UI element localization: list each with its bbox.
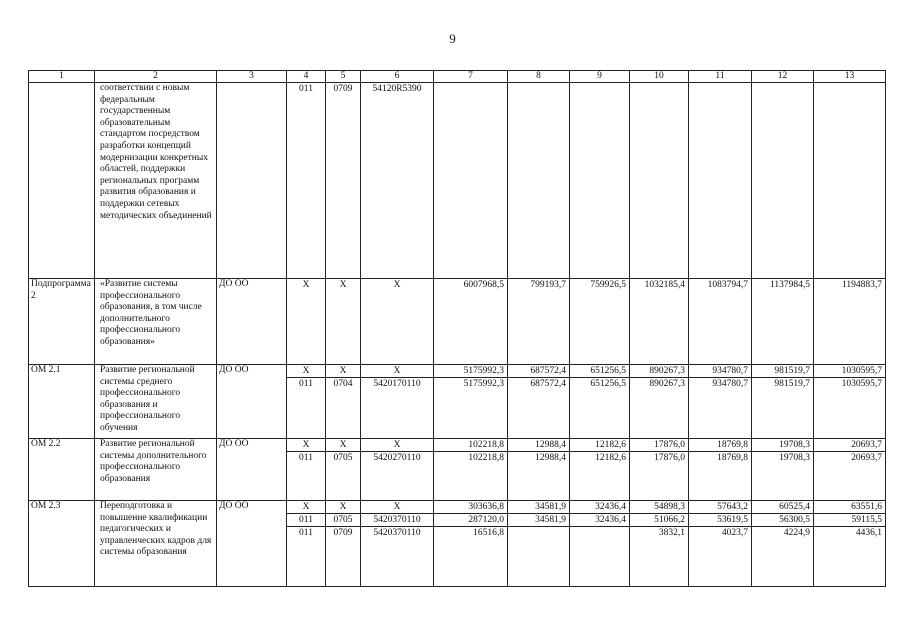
header-row [29, 71, 886, 83]
cell-c3: ДО ОО [217, 365, 287, 439]
value-line: 54120R5390 [372, 84, 422, 94]
cell-c12 [752, 501, 814, 587]
table-row [29, 501, 886, 587]
value-line: 102218,8 [434, 439, 507, 452]
cell-c1 [29, 83, 95, 279]
budget-table-wrapper [28, 70, 885, 587]
table-row [29, 439, 886, 501]
value-line: 1194883,7 [841, 280, 882, 290]
value-line: 0709 [333, 84, 353, 94]
value-line: 011 [287, 514, 325, 527]
column-header-12: 12 [752, 71, 814, 83]
cell-c2: Развитие региональной системы дополнительного профессионального образования [95, 439, 217, 501]
value-line: 651256,5 [570, 365, 629, 378]
cell-c3: ДО ОО [217, 279, 287, 365]
cell-c1: ОМ 2.2 [29, 439, 95, 501]
value-line [570, 83, 629, 95]
value-line: 1083794,7 [707, 280, 748, 290]
cell-c13 [814, 365, 886, 439]
column-header-10: 10 [630, 71, 689, 83]
table-row [29, 83, 886, 279]
cell-c13 [814, 279, 886, 365]
budget-table [28, 70, 886, 587]
cell-c9 [570, 365, 630, 439]
value-line [434, 83, 507, 95]
value-line: 32436,4 [570, 501, 629, 514]
cell-c12 [752, 365, 814, 439]
value-line [508, 83, 569, 95]
value-line: 6007968,5 [463, 280, 504, 290]
cell-c2: «Развитие системы профессионального образования, в том числе дополнительного профессионального образования» [95, 279, 217, 365]
column-header-4: 4 [287, 71, 326, 83]
cell-c3: ДО ОО [217, 501, 287, 587]
value-line: Х [361, 365, 433, 378]
cell-c7 [434, 501, 508, 587]
value-line: 934780,7 [712, 379, 748, 389]
cell-c5 [326, 439, 361, 501]
cell-c2: соответствии с новым федеральным государственным образовательным стандартом посредством разработки концепций модернизации конкретных областей, поддержки региональных программ развития образования и поддержки сетевых методических объединений [95, 83, 217, 279]
cell-c8 [508, 439, 570, 501]
cell-c11 [689, 279, 752, 365]
value-line: 011 [299, 84, 313, 94]
value-line: 011 [299, 528, 313, 538]
value-line: 54898,3 [630, 501, 688, 514]
column-header-9: 9 [570, 71, 630, 83]
value-line: 18769,8 [717, 453, 748, 463]
value-line: 5420370110 [361, 514, 433, 527]
value-line: 12182,6 [570, 439, 629, 452]
value-line: 687572,4 [530, 379, 566, 389]
value-line [630, 83, 688, 95]
cell-c10 [630, 501, 689, 587]
value-line: Х [361, 501, 433, 514]
value-line: Х [302, 280, 310, 290]
value-line [508, 527, 569, 539]
cell-c3: ДО ОО [217, 439, 287, 501]
value-line: 16516,8 [473, 528, 504, 538]
value-line: 5420270110 [373, 453, 421, 463]
cell-c6 [361, 365, 434, 439]
column-header-8: 8 [508, 71, 570, 83]
value-line: 1032185,4 [644, 280, 685, 290]
value-line: 32436,4 [570, 514, 629, 527]
cell-c13 [814, 501, 886, 587]
value-line: 651256,5 [590, 379, 626, 389]
column-header-2: 2 [95, 71, 217, 83]
column-header-7: 7 [434, 71, 508, 83]
cell-c7 [434, 83, 508, 279]
column-header-3: 3 [217, 71, 287, 83]
value-line: 5420170110 [373, 379, 421, 389]
cell-c7 [434, 279, 508, 365]
value-line: Х [326, 365, 360, 378]
value-line: 20693,7 [851, 453, 882, 463]
value-line [570, 527, 629, 539]
cell-c11 [689, 439, 752, 501]
cell-c6 [361, 279, 434, 365]
cell-c1: Подпрограмма 2 [29, 279, 95, 365]
value-line: Х [361, 439, 433, 452]
cell-c3 [217, 83, 287, 279]
value-line [752, 83, 813, 95]
cell-c2: Развитие региональной системы среднего профессионального образования и профессионального обучения [95, 365, 217, 439]
cell-c4 [287, 501, 326, 587]
value-line: 934780,7 [689, 365, 751, 378]
value-line: 12182,6 [595, 453, 626, 463]
cell-c9 [570, 83, 630, 279]
value-line: 102218,8 [468, 453, 504, 463]
value-line: 18769,8 [689, 439, 751, 452]
cell-c9 [570, 279, 630, 365]
value-line: Х [393, 280, 401, 290]
value-line: Х [339, 280, 347, 290]
value-line: 5175992,3 [463, 379, 504, 389]
cell-c12 [752, 279, 814, 365]
cell-c10 [630, 439, 689, 501]
cell-c13 [814, 83, 886, 279]
cell-c5 [326, 365, 361, 439]
value-line: 1030595,7 [841, 379, 882, 389]
value-line: 1137984,5 [769, 280, 810, 290]
column-header-11: 11 [689, 71, 752, 83]
value-line: 1030595,7 [814, 365, 885, 378]
cell-c8 [508, 501, 570, 587]
value-line: 687572,4 [508, 365, 569, 378]
cell-c9 [570, 501, 630, 587]
cell-c4 [287, 83, 326, 279]
value-line: 19708,3 [752, 439, 813, 452]
cell-c5 [326, 279, 361, 365]
cell-c8 [508, 279, 570, 365]
value-line: Х [287, 439, 325, 452]
value-line: Х [326, 439, 360, 452]
cell-c11 [689, 365, 752, 439]
value-line: 60525,4 [752, 501, 813, 514]
column-header-6: 6 [361, 71, 434, 83]
value-line: 63551,6 [814, 501, 885, 514]
value-line [689, 83, 751, 95]
value-line: 011 [299, 453, 313, 463]
cell-c13 [814, 439, 886, 501]
value-line: 5420370110 [373, 528, 421, 538]
cell-c6 [361, 439, 434, 501]
column-header-5: 5 [326, 71, 361, 83]
value-line: 0705 [333, 453, 353, 463]
value-line: 981519,7 [774, 379, 810, 389]
cell-c10 [630, 279, 689, 365]
cell-c6 [361, 83, 434, 279]
cell-c4 [287, 439, 326, 501]
cell-c12 [752, 83, 814, 279]
value-line: 59115,5 [814, 514, 885, 527]
value-line: 890267,3 [649, 379, 685, 389]
cell-c5 [326, 501, 361, 587]
table-body [29, 71, 886, 587]
value-line: 0709 [333, 528, 353, 538]
cell-c9 [570, 439, 630, 501]
value-line: 4436,1 [855, 528, 882, 538]
cell-c4 [287, 279, 326, 365]
value-line: 011 [299, 379, 313, 389]
value-line: 34581,9 [508, 501, 569, 514]
table-row [29, 365, 886, 439]
value-line: 17876,0 [630, 439, 688, 452]
cell-c10 [630, 365, 689, 439]
cell-c4 [287, 365, 326, 439]
cell-c6 [361, 501, 434, 587]
cell-c12 [752, 439, 814, 501]
cell-c2: Переподготовка и повышение квалификации педагогических и управленческих кадров для системы образования [95, 501, 217, 587]
value-line: 57643,2 [689, 501, 751, 514]
value-line: 981519,7 [752, 365, 813, 378]
value-line: 53619,5 [689, 514, 751, 527]
cell-c1: ОМ 2.1 [29, 365, 95, 439]
value-line: 17876,0 [654, 453, 685, 463]
value-line: 56300,5 [752, 514, 813, 527]
column-header-13: 13 [814, 71, 886, 83]
value-line: 3832,1 [658, 528, 685, 538]
value-line: 20693,7 [814, 439, 885, 452]
column-header-1: 1 [29, 71, 95, 83]
value-line: 759926,5 [590, 280, 626, 290]
value-line: Х [287, 365, 325, 378]
value-line: 799193,7 [530, 280, 566, 290]
value-line: 51066,2 [630, 514, 688, 527]
value-line: Х [287, 501, 325, 514]
value-line: 4023,7 [721, 528, 748, 538]
value-line: 890267,3 [630, 365, 688, 378]
cell-c7 [434, 365, 508, 439]
value-line: 0704 [333, 379, 353, 389]
value-line [814, 83, 885, 95]
value-line: 19708,3 [779, 453, 810, 463]
cell-c1: ОМ 2.3 [29, 501, 95, 587]
cell-c5 [326, 83, 361, 279]
value-line: 287120,0 [434, 514, 507, 527]
page-number: 9 [449, 31, 456, 46]
value-line: 12988,4 [535, 453, 566, 463]
value-line: 4224,9 [783, 528, 810, 538]
value-line: 5175992,3 [434, 365, 507, 378]
value-line: 303636,8 [434, 501, 507, 514]
cell-c11 [689, 83, 752, 279]
cell-c10 [630, 83, 689, 279]
value-line: 34581,9 [508, 514, 569, 527]
cell-c7 [434, 439, 508, 501]
cell-c8 [508, 365, 570, 439]
cell-c11 [689, 501, 752, 587]
table-row [29, 279, 886, 365]
value-line: 0705 [326, 514, 360, 527]
value-line: Х [326, 501, 360, 514]
cell-c8 [508, 83, 570, 279]
value-line: 12988,4 [508, 439, 569, 452]
